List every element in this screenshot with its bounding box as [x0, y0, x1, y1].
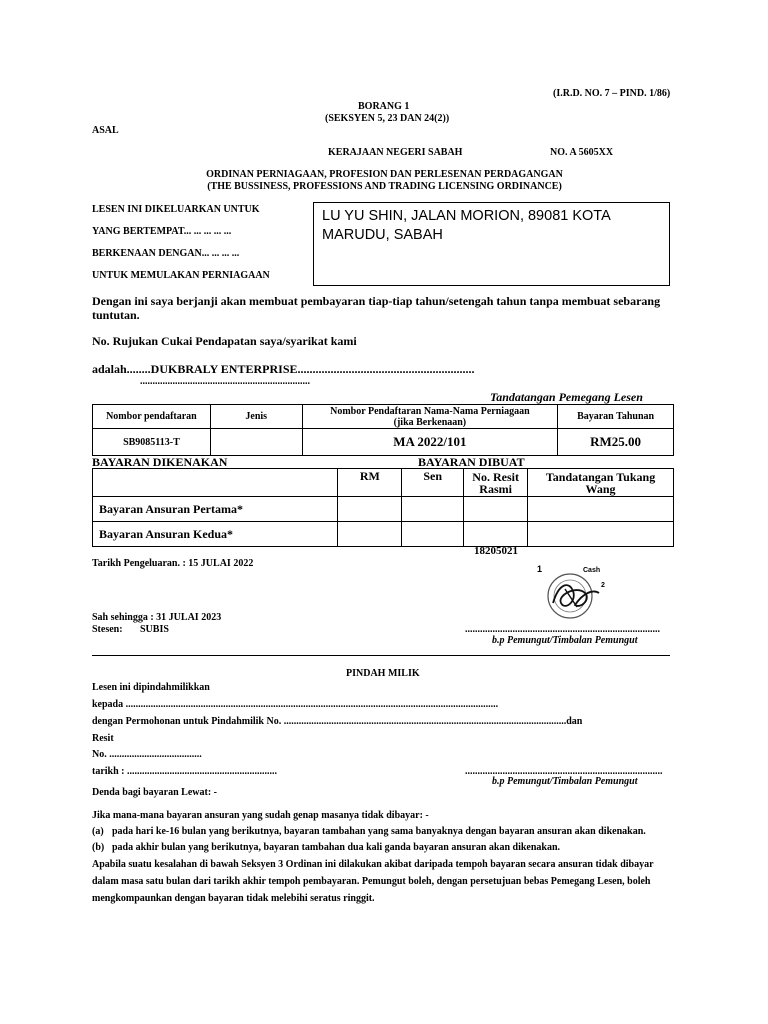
annual-fee: RM25.00	[558, 429, 674, 456]
ordinance-malay: ORDINAN PERNIAGAAN, PROFESION DAN PERLESENAN PERDAGANGAN	[206, 169, 563, 180]
issue-date: Tarikh Pengeluaran. : 15 JULAI 2022	[92, 558, 254, 569]
header-registration-number: Nombor pendaftaran	[93, 405, 211, 429]
svg-text:Cash: Cash	[583, 567, 601, 574]
header-business-name-number: Nombor Pendaftaran Nama-Nama Perniagaan (jika Berkenaan)	[302, 405, 558, 429]
registration-table	[92, 404, 674, 456]
payment-table	[92, 468, 674, 547]
header-receipt-number: No. Resit Rasmi	[464, 469, 528, 497]
copy-type: ASAL	[92, 125, 119, 136]
payment-header-blank	[93, 469, 338, 497]
official-stamp-signature-icon	[525, 563, 625, 623]
transfer-receipt-label: Resit	[92, 733, 114, 744]
penalty-b-text: pada akhir bulan yang berikutnya, bayaran tambahan dua kali ganda bayaran ansuran akan dikenakan.	[112, 842, 561, 853]
government-name: KERAJAAN NEGERI SABAH	[328, 147, 463, 158]
first-signature	[528, 497, 674, 522]
collector-signature-dots: ..............................................................................	[465, 624, 660, 635]
registration-number: SB9085113-T	[93, 429, 211, 456]
payment-charged-label: BAYARAN DIKENAKAN	[92, 455, 228, 469]
svg-text:1: 1	[537, 564, 543, 574]
issued-to-label: LESEN INI DIKELUARKAN UNTUK	[92, 204, 260, 215]
first-sen	[402, 497, 464, 522]
licensee-signature-label: Tandatangan Pemegang Lesen	[490, 390, 643, 404]
second-receipt	[464, 522, 528, 547]
second-installment-label: Bayaran Ansuran Kedua*	[93, 522, 338, 547]
registration-data-row	[93, 429, 674, 456]
penalty-closing-2: dalam masa satu bulan dari tarikh akhir tempoh pembayaran. Pemungut boleh, dengan persetujuan bebas Pemegang Lesen, boleh	[92, 876, 651, 887]
business-name-number: MA 2022/101	[302, 429, 558, 456]
payment-row-first	[93, 497, 674, 522]
second-sen	[402, 522, 464, 547]
transfer-receipt-number: No. .....................................	[92, 749, 202, 760]
penalty-closing-3: mengkompaunkan dengan bayaran tidak melebihi seratus ringgit.	[92, 893, 375, 904]
dots-line: ....................................................................	[140, 376, 310, 387]
form-section: (SEKSYEN 5, 23 DAN 24(2))	[325, 113, 450, 124]
first-receipt	[464, 497, 528, 522]
transfer-title: PINDAH MILIK	[346, 668, 420, 679]
payment-made-label: BAYARAN DIBUAT	[418, 455, 525, 469]
section-divider	[92, 655, 670, 656]
registration-header-row	[93, 405, 674, 429]
licensee-address-box	[313, 202, 670, 286]
valid-until: Sah sehingga : 31 JULAI 2023	[92, 612, 222, 623]
first-installment-label: Bayaran Ansuran Pertama*	[93, 497, 338, 522]
penalty-a-label: (a)	[92, 826, 104, 837]
header-cashier-signature: Tandatangan Tukang Wang	[528, 469, 674, 497]
serial-number: NO. A 5605XX	[550, 147, 614, 158]
ordinance-english: (THE BUSSINESS, PROFESSIONS AND TRADING LICENSING ORDINANCE)	[207, 181, 562, 192]
penalty-closing-1: Apabila suatu kesalahan di bawah Seksyen 3 Ordinan ini dilakukan akibat daripada tempoh bayaran secara ansuran tidak dibayar	[92, 859, 654, 870]
penalty-b-label: (b)	[92, 842, 105, 853]
form-name: BORANG 1	[358, 101, 410, 112]
header-sen: Sen	[402, 469, 464, 497]
start-business-label: UNTUK MEMULAKAN PERNIAGAAN	[92, 270, 270, 281]
transfer-application-line: dengan Permohonan untuk Pindahmilik No. .................................................................................................................dan	[92, 716, 583, 727]
transfer-line-1: Lesen ini dipindahmilikkan	[92, 682, 210, 693]
penalty-title: Denda bagi bayaran Lewat: -	[92, 787, 218, 798]
header-type: Jenis	[210, 405, 302, 429]
licensee-address: LU YU SHIN, JALAN MORION, 89081 KOTA MARUDU, SABAH	[322, 208, 610, 243]
second-rm	[338, 522, 402, 547]
regarding-label: BERKENAAN DENGAN... ... ... ...	[92, 248, 240, 259]
type-value	[210, 429, 302, 456]
collector-label: b.p Pemungut/Timbalan Pemungut	[492, 635, 638, 646]
penalty-intro: Jika mana-mana bayaran ansuran yang sudah genap masanya tidak dibayar: -	[92, 810, 429, 821]
station-label: Stesen:	[92, 624, 123, 635]
second-signature	[528, 522, 674, 547]
transfer-recipient-line: kepada .....................................................................................................................................................	[92, 699, 499, 710]
business-name-line: adalah........DUKBRALY ENTERPRISE...........................................................	[92, 362, 475, 376]
header-annual-fee: Bayaran Tahunan	[558, 405, 674, 429]
first-rm	[338, 497, 402, 522]
station-name: SUBIS	[140, 624, 169, 635]
ird-reference: (I.R.D. NO. 7 – PIND. 1/86)	[553, 88, 671, 99]
svg-text:2: 2	[601, 582, 605, 589]
penalty-a-text: pada hari ke-16 bulan yang berikutnya, bayaran tambahan yang sama banyaknya dengan bayaran ansuran akan dikenakan.	[112, 826, 646, 837]
located-label: YANG BERTEMPAT... ... ... ... ...	[92, 226, 232, 237]
tax-reference-label: No. Rujukan Cukai Pendapatan saya/syarikat kami	[92, 334, 357, 348]
transfer-signature-dots: ...............................................................................	[465, 766, 663, 777]
transfer-collector-label: b.p Pemungut/Timbalan Pemungut	[492, 776, 638, 787]
header-rm: RM	[338, 469, 402, 497]
payment-header-row	[93, 469, 674, 497]
payment-row-second	[93, 522, 674, 547]
transfer-date: tarikh : ............................................................	[92, 766, 277, 777]
receipt-number: 18205021	[474, 545, 518, 557]
payment-promise: Dengan ini saya berjanji akan membuat pembayaran tiap-tiap tahun/setengah tahun tanpa membuat sebarang tuntutan.	[92, 294, 661, 322]
